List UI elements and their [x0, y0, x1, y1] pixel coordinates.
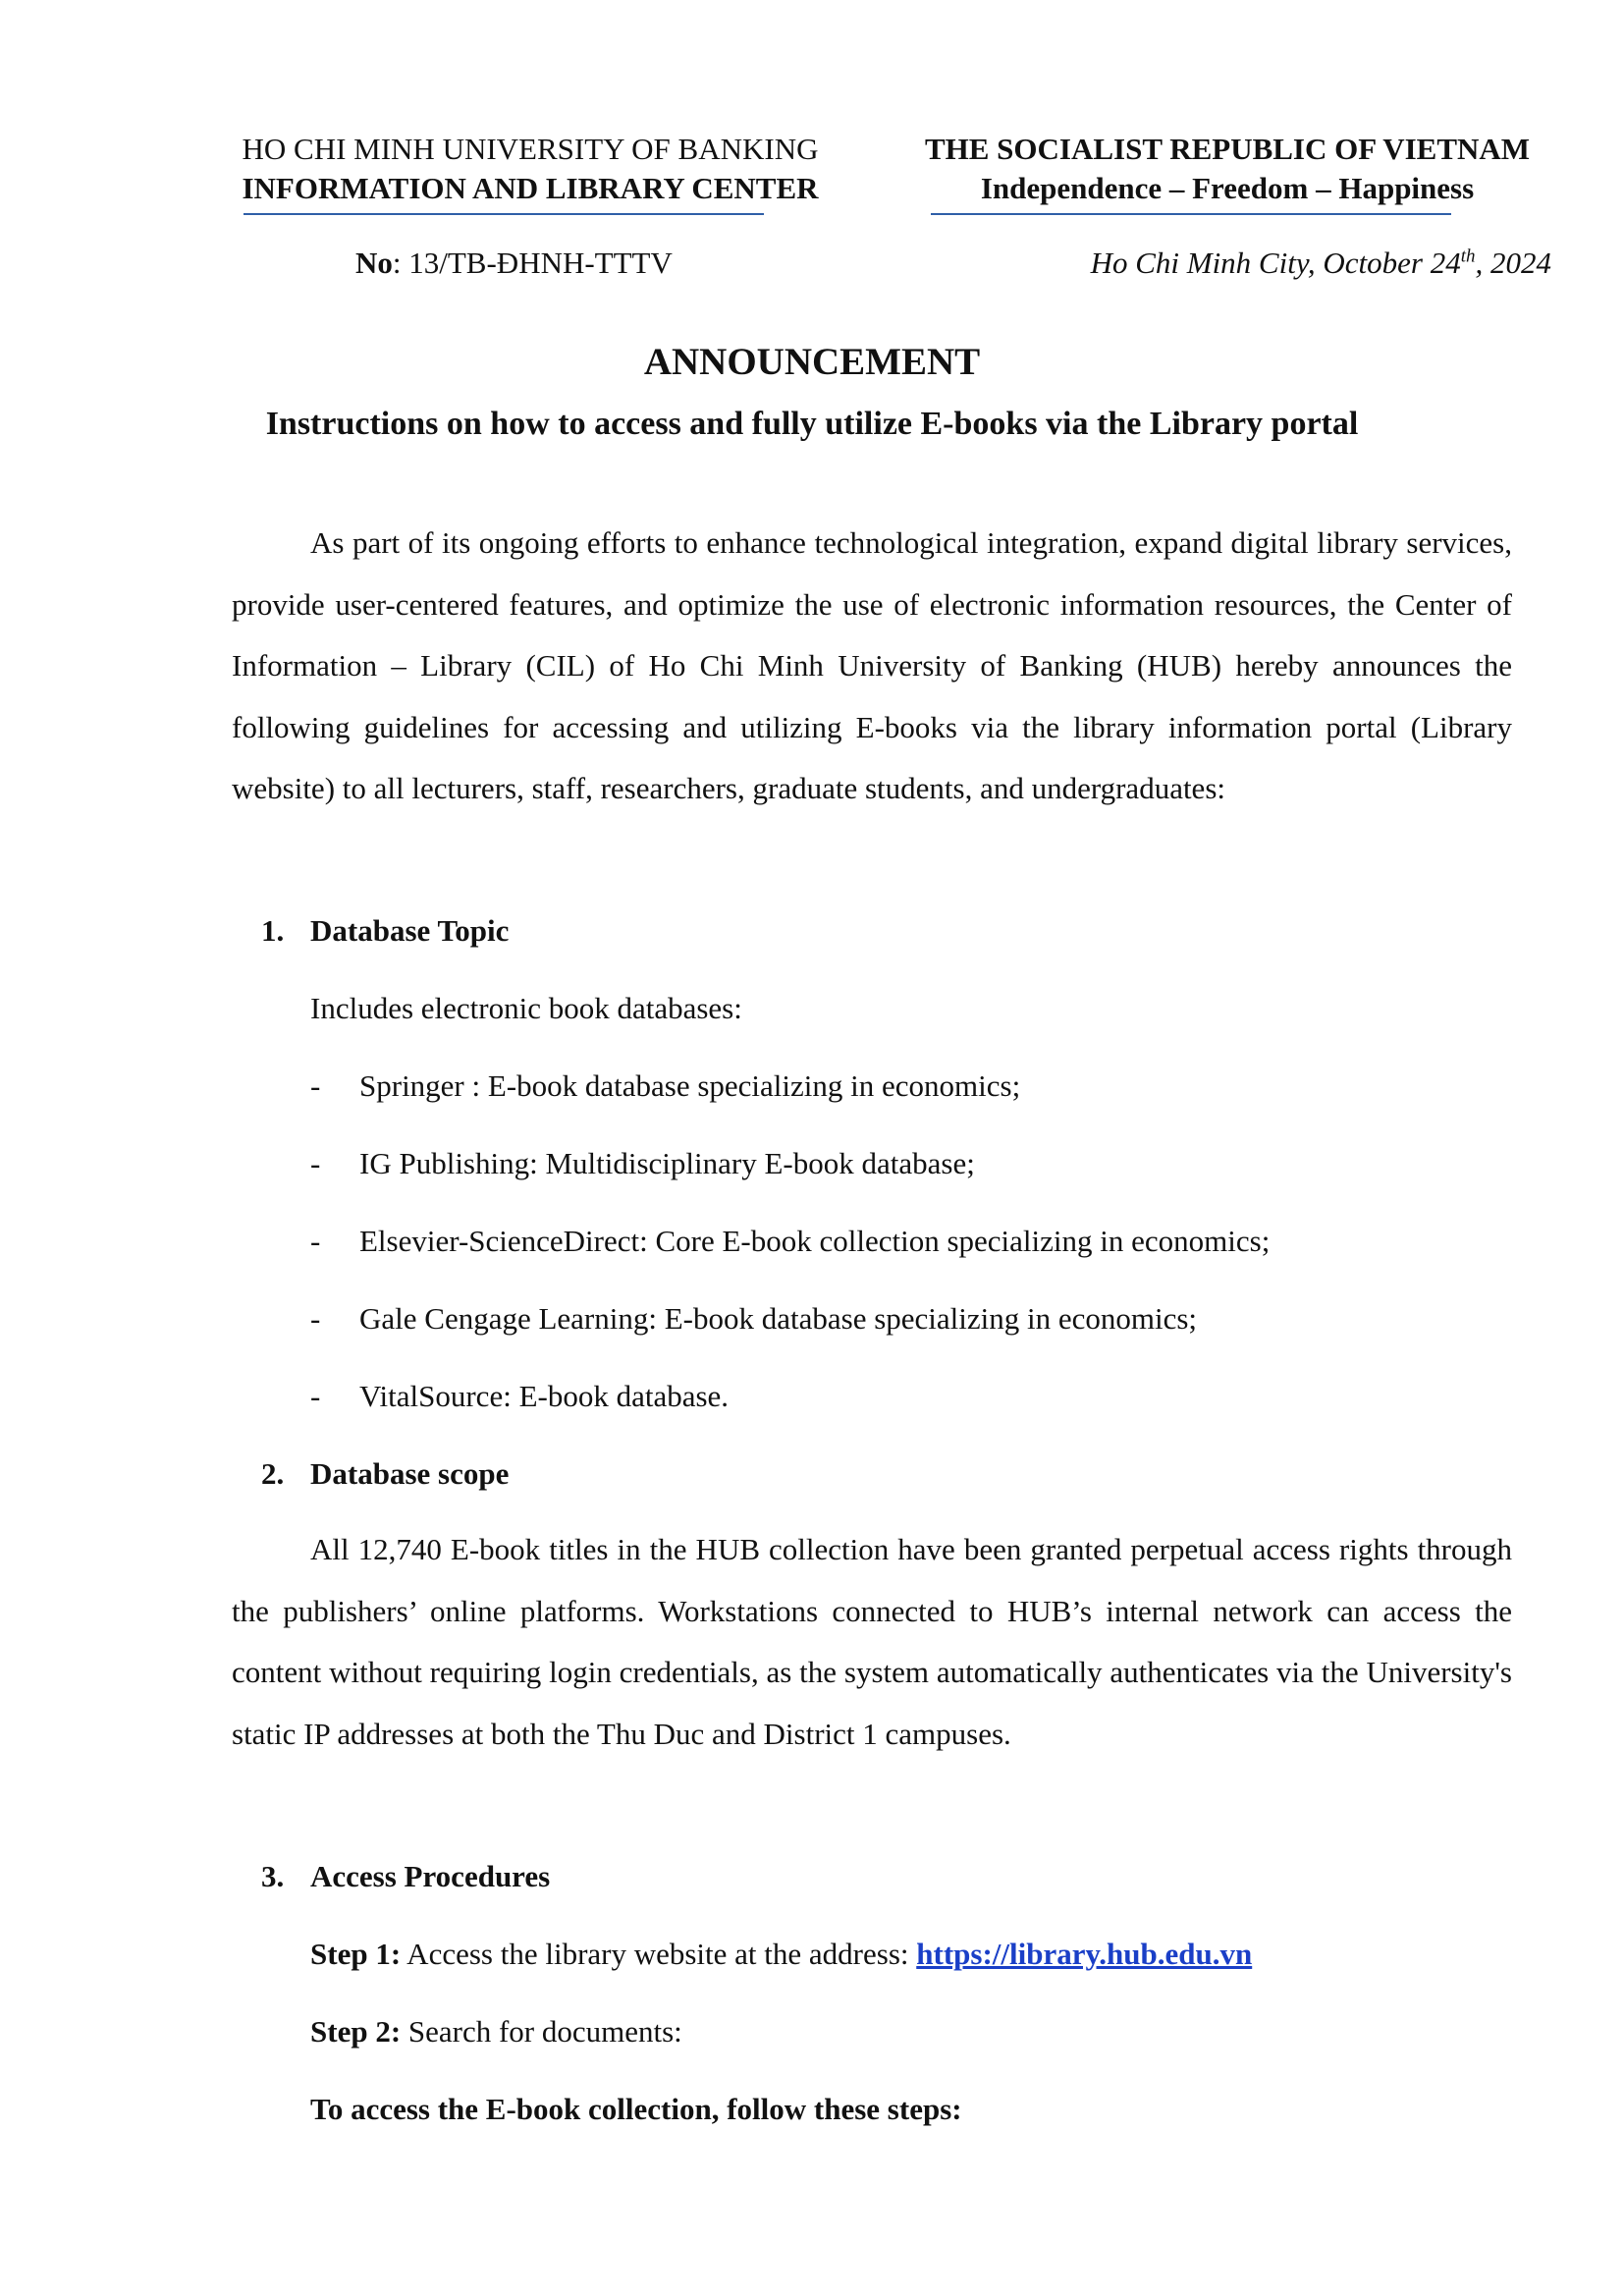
- ebook-steps-heading: To access the E-book collection, follow these steps:: [310, 2092, 962, 2126]
- university-name: HO CHI MINH UNIVERSITY OF BANKING: [242, 132, 819, 166]
- country-name: THE SOCIALIST REPUBLIC OF VIETNAM: [924, 132, 1531, 166]
- document-number-label: No: [355, 246, 393, 280]
- national-motto: Independence – Freedom – Happiness: [980, 171, 1475, 205]
- list-item-elsevier: Elsevier-ScienceDirect: Core E-book collection specializing in economics;: [359, 1224, 1271, 1258]
- announcement-title: ANNOUNCEMENT: [643, 341, 981, 383]
- section2-paragraph: [232, 1519, 1512, 1765]
- date-superscript: th: [1460, 246, 1476, 267]
- intro-text: As part of its ongoing efforts to enhance technological integration, expand digital library services, provide user-centered features, and optimize the use of electronic information resources, the Center of Information – Library (CIL) of Ho Chi Minh University of Banking (HUB) hereby announces the following guidelines for accessing and utilizing E-books via the library information portal (Library website) to all lecturers, staff, researchers, graduate students, and undergraduates:: [232, 525, 1512, 806]
- library-website-link[interactable]: https://library.hub.edu.vn: [916, 1937, 1253, 1971]
- section3-number: 3.: [261, 1859, 285, 1893]
- section1-lead: Includes electronic book databases:: [310, 991, 742, 1025]
- date-suffix: , 2024: [1475, 246, 1551, 280]
- section2-text: All 12,740 E-book titles in the HUB collection have been granted perpetual access rights through the publishers’ online platforms. Workstations connected to HUB’s internal network can access the content without requiring login credentials, as the system automatically authenticates via the University's static IP addresses at both the Thu Duc and District 1 campuses.: [232, 1532, 1512, 1751]
- bullet-dash: -: [310, 1301, 321, 1336]
- list-item-gale: Gale Cengage Learning: E-book database specializing in economics;: [359, 1301, 1198, 1336]
- header-left: [210, 130, 850, 208]
- bullet-dash: -: [310, 1224, 321, 1258]
- step2-label: Step 2:: [310, 2014, 402, 2049]
- list-item-vitalsource: VitalSource: E-book database.: [359, 1379, 730, 1413]
- document-number: [355, 244, 673, 283]
- section3-heading: Access Procedures: [310, 1859, 551, 1893]
- section2-number: 2.: [261, 1456, 285, 1491]
- list-item-ig-publishing: IG Publishing: Multidisciplinary E-book database;: [359, 1146, 975, 1180]
- step2-text: Search for documents:: [401, 2014, 682, 2049]
- header-right: [888, 130, 1567, 208]
- section1-number: 1.: [261, 913, 285, 948]
- bullet-dash: -: [310, 1146, 321, 1180]
- step1-text: Access the library website at the address:: [401, 1937, 917, 1971]
- announcement-subtitle: Instructions on how to access and fully utilize E-books via the Library portal: [265, 406, 1359, 442]
- step1: [310, 1933, 1252, 1976]
- bullet-dash: -: [310, 1379, 321, 1413]
- step2: [310, 2010, 682, 2053]
- center-name: INFORMATION AND LIBRARY CENTER: [242, 171, 819, 205]
- step1-label: Step 1:: [310, 1937, 402, 1971]
- list-item-springer: Springer : E-book database specializing in economics;: [359, 1068, 1021, 1103]
- section1-heading: Database Topic: [310, 913, 510, 948]
- header-left-underline: [244, 213, 764, 215]
- section2-heading: Database scope: [310, 1456, 510, 1491]
- header-right-underline: [931, 213, 1451, 215]
- document-number-value: : 13/TB-ĐHNH-TTTV: [392, 246, 673, 280]
- bullet-dash: -: [310, 1068, 321, 1103]
- date-prefix: Ho Chi Minh City, October 24: [1090, 246, 1461, 280]
- document-date: [1091, 244, 1551, 283]
- intro-paragraph: [232, 513, 1512, 820]
